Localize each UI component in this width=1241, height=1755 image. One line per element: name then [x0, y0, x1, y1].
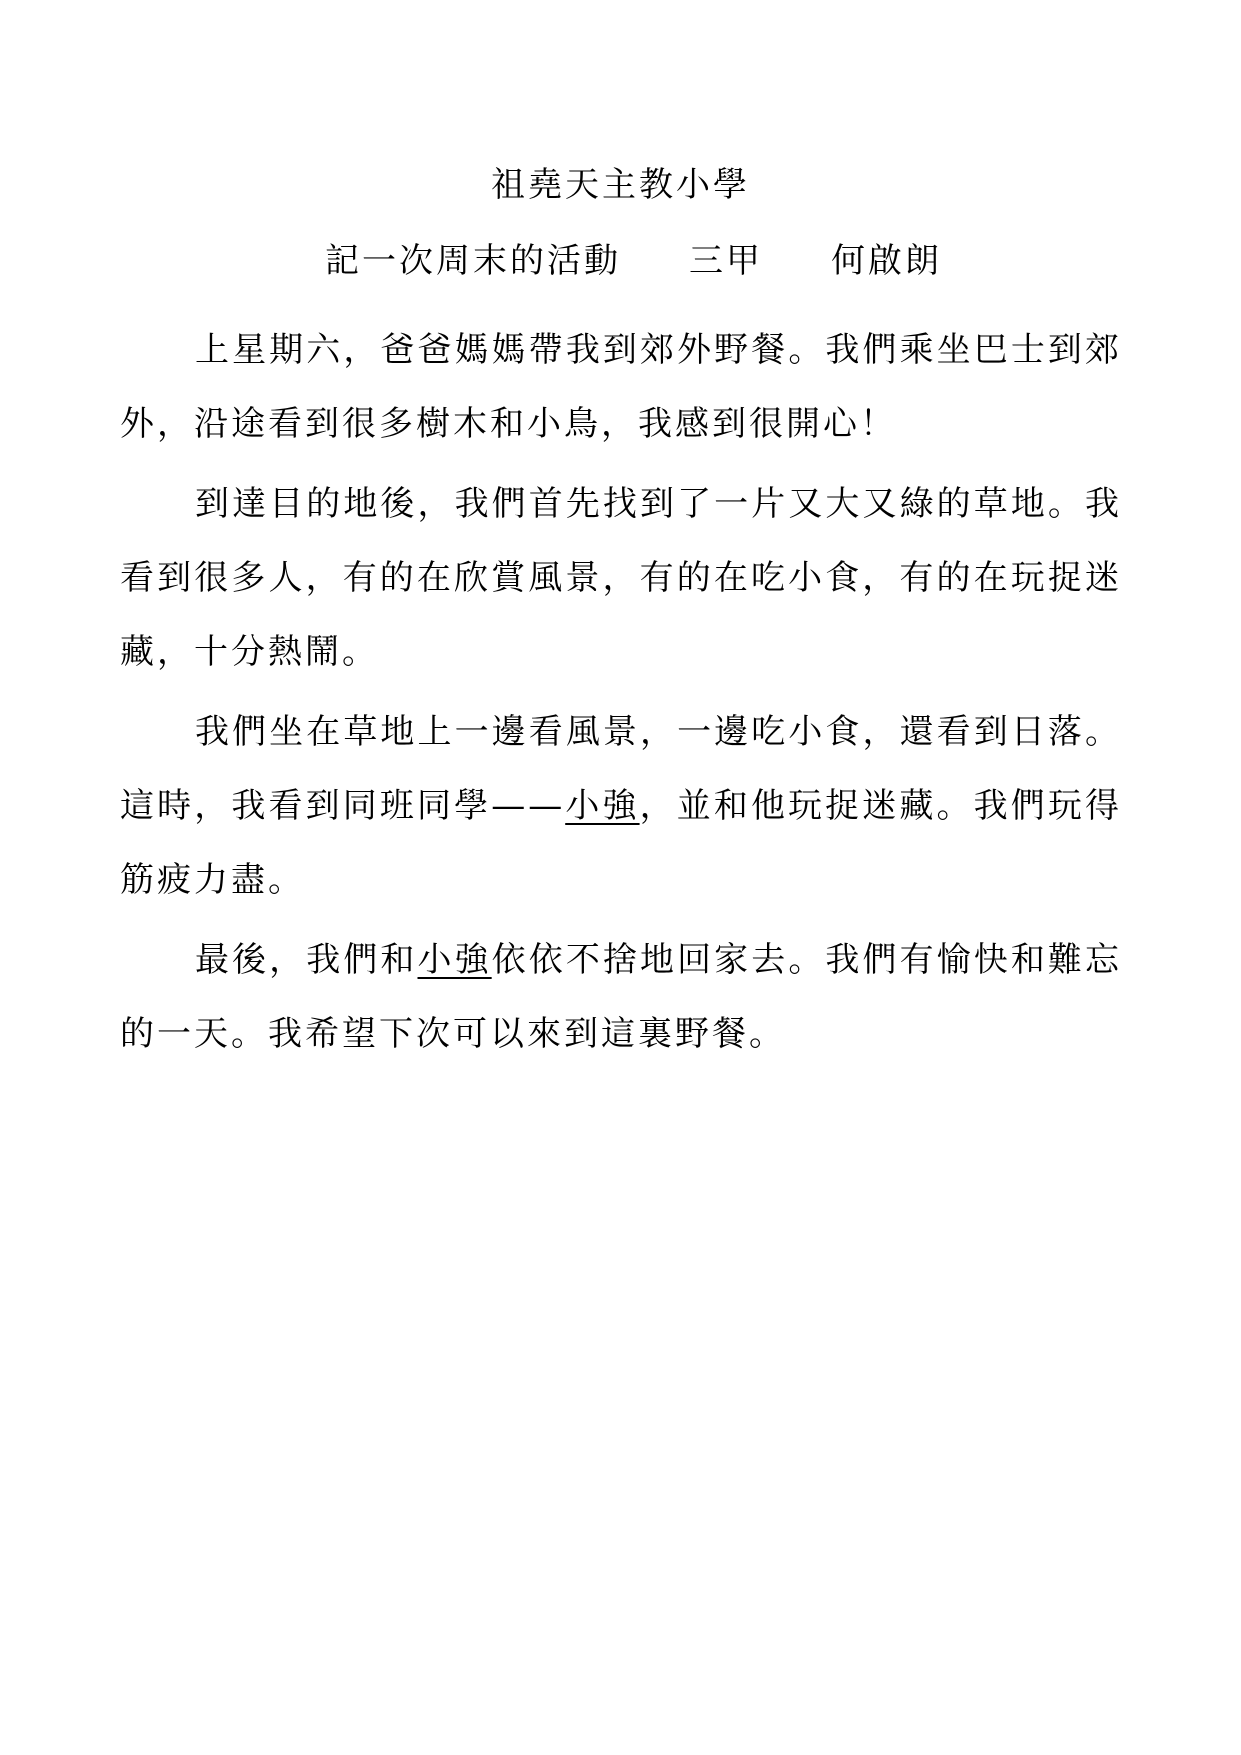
proper-name-underlined: 小強 — [417, 940, 492, 980]
essay-body — [120, 313, 1122, 1071]
author-name: 何啟朗 — [831, 241, 942, 281]
class-label: 三甲 — [689, 241, 763, 281]
paragraph-text: 上星期六，爸爸媽媽帶我到郊外野餐。我們乘坐巴士到郊外，沿途看到很多樹木和小鳥，我感到很開心！ — [120, 330, 1122, 444]
paragraph-text: ，並和他玩捉迷藏。我們玩得筋疲力盡。 — [120, 786, 1123, 900]
paragraph-1 — [120, 313, 1122, 461]
proper-name-underlined: 小強 — [565, 786, 640, 826]
paragraph-2 — [120, 467, 1122, 689]
essay-heading — [325, 241, 942, 281]
paragraph-4 — [120, 923, 1122, 1071]
paragraph-text: 到達目的地後，我們首先找到了一片又大又綠的草地。我看到很多人，有的在欣賞風景，有的在吃小食，有的在玩捉迷藏，十分熱鬧。 — [120, 484, 1122, 672]
school-name: 祖堯天主教小學 — [491, 165, 750, 205]
paragraph-text: 依依不捨地回家去。我們有愉快和難忘的一天。我希望下次可以來到這裏野餐。 — [120, 940, 1123, 1054]
essay-title: 記一次周末的活動 — [325, 241, 621, 281]
paragraph-text: 我們坐在草地上一邊看風景，一邊吃小食，還看到日落。這時，我看到同班同學—— — [120, 712, 1122, 826]
paragraph-3 — [120, 695, 1122, 917]
paragraph-text: 最後，我們和 — [195, 940, 418, 980]
